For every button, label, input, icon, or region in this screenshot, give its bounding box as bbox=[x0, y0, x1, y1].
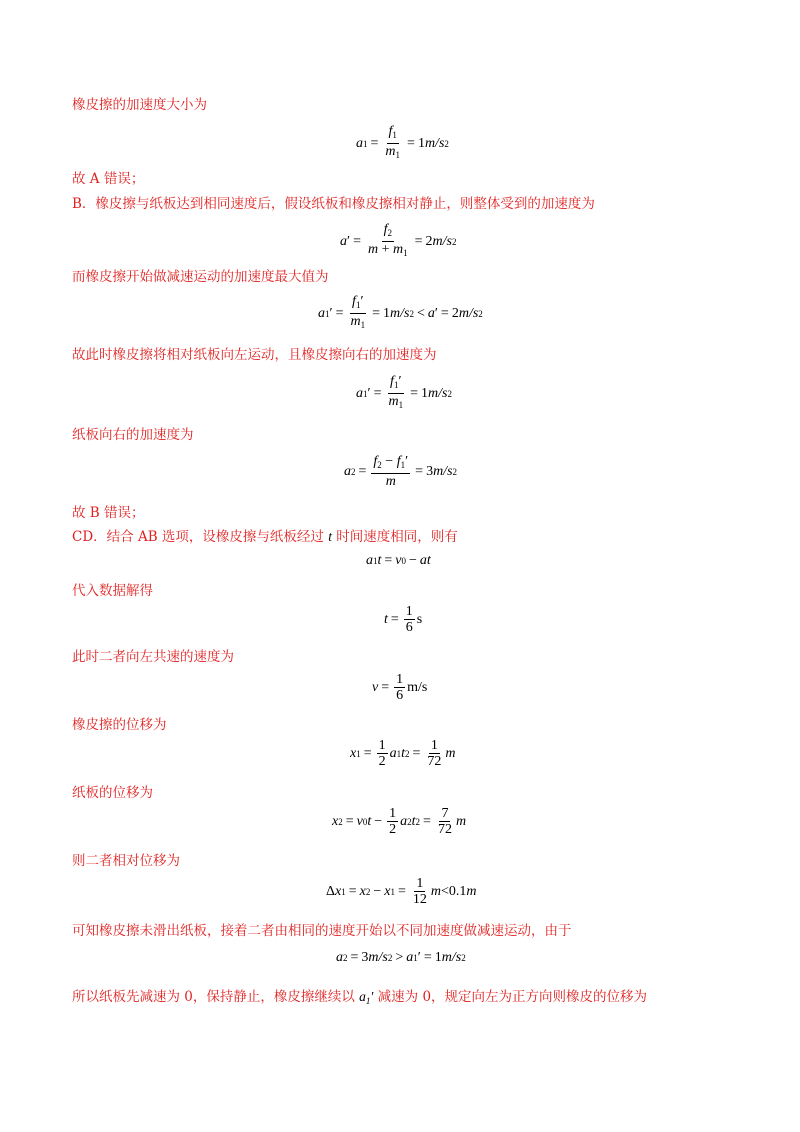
text-line: 此时二者向左共速的速度为 bbox=[72, 649, 234, 665]
text-line: 故 B 错误； bbox=[72, 505, 145, 521]
text-line bbox=[72, 988, 647, 1010]
equation-v: v = $\frac{1}{6}$ m/s bbox=[372, 672, 428, 703]
text-line: 可知橡皮擦未滑出纸板，接着二者由相同的速度开始以不同加速度做减速运动，由于 bbox=[72, 923, 572, 939]
equation-a1-prime: a 1 ′ = $\frac{f_1'}{m_1}$ = 1 m/s 2 bbox=[356, 374, 452, 410]
variable-t: t bbox=[328, 529, 332, 544]
equation-a1-prime-compare: a 1 ′ = $\frac{f_1'}{m_1}$ = 1 m/s 2 < a ′ = 2 m/s 2 bbox=[318, 294, 483, 330]
text-line: 纸板向右的加速度为 bbox=[72, 427, 194, 443]
text-line bbox=[72, 528, 458, 546]
equation-x1: x 1 = $\frac{1}{2}$ a 1 t 2 = $\frac{1}{72}$ m bbox=[350, 738, 456, 769]
equation-a2: a 2 = $\frac{f_2 - f_1'}{m}$ = 3 m/s 2 bbox=[344, 454, 458, 489]
equation-compare-a2: a 2 = 3 m/s 2 > a 1 ′ = 1 m/s 2 bbox=[336, 950, 466, 965]
text-line: 而橡皮擦开始做减速运动的加速度最大值为 bbox=[72, 269, 329, 285]
text-line: 代入数据解得 bbox=[72, 583, 153, 599]
text-segment: CD．结合 AB 选项，设橡皮擦与纸板经过 bbox=[72, 529, 329, 545]
text-line: 橡皮擦的加速度大小为 bbox=[72, 97, 207, 113]
equation-a-prime: a ′ = $\frac{f_2}{m + m_1}$ = 2 m/s 2 bbox=[340, 222, 457, 258]
text-line: 故此时橡皮擦将相对纸板向左运动，且橡皮擦向右的加速度为 bbox=[72, 347, 437, 363]
equation-x2: x 2 = v 0 t − $\frac{1}{2}$ a 2 t 2 = $\frac{7}{72}$ m bbox=[332, 806, 467, 837]
text-line: 纸板的位移为 bbox=[72, 785, 153, 801]
text-segment: 时间速度相同，则有 bbox=[331, 529, 458, 545]
text-segment: 减速为 0，规定向左为正方向则橡皮的位移为 bbox=[373, 989, 648, 1005]
equation-a1: a 1 = $\frac{f_1}{m_1}$ = 1 m/s 2 bbox=[356, 124, 449, 160]
equation-delta-x: Δ x 1 = x 2 − x 1 = $\frac{1}{12}$ m <0.1 m bbox=[326, 876, 477, 907]
equation-velocity-equal: a 1 t = v 0 − at bbox=[366, 553, 431, 568]
text-line: 则二者相对位移为 bbox=[72, 853, 180, 869]
text-segment: 所以纸板先减速为 0，保持静止，橡皮擦继续以 bbox=[72, 989, 360, 1005]
text-line: 橡皮擦的位移为 bbox=[72, 717, 167, 733]
equation-t: t = $\frac{1}{6}$ s bbox=[384, 604, 423, 635]
text-line: B．橡皮擦与纸板达到相同速度后，假设纸板和橡皮擦相对静止，则整体受到的加速度为 bbox=[72, 196, 595, 212]
variable-a1-prime: $a_1'$ bbox=[359, 989, 374, 1006]
text-line: 故 A 错误； bbox=[72, 171, 145, 187]
